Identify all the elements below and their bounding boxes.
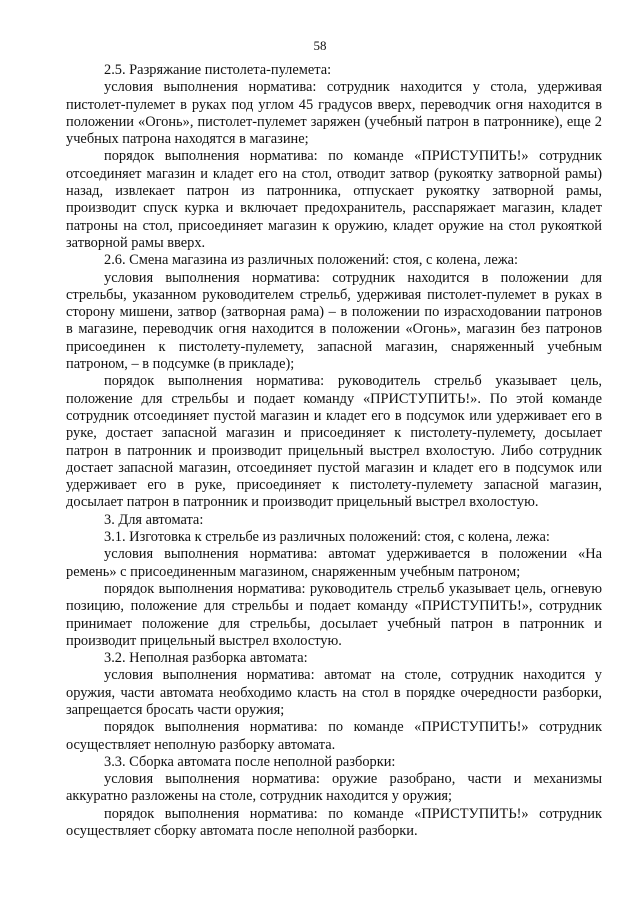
paragraph-2-6-procedure: порядок выполнения норматива: руководитель стрельб указывает цель, положение для стрельбы и подает команду «ПРИСТУПИТЬ!». По этой команде сотрудник отсоединяет пустой магазин и кладет его в подсумок или удерживает его в руке, достает запасной магазин и присоединяет к пистолету-пулемету, досылает патрон в патронник и производит прицельный выстрел вхолостую. Либо сотрудник достает запасной магазин, отсоединяет пустой магазин и кладет его в подсумок или удерживает его в руке, присоединяет к пистолету-пулемету запасной магазин, досылает патрон в патронник и производит прицельный выстрел вхолостую. [66, 373, 602, 511]
paragraph-3-2-conditions: условия выполнения норматива: автомат на столе, сотрудник находится у оружия, части автомата необходимо класть на стол в порядке очередности разборки, запрещается бросать части оружия; [66, 667, 602, 718]
heading-3: 3. Для автомата: [104, 511, 204, 528]
document-body [66, 62, 602, 840]
paragraph-2-5-procedure: порядок выполнения норматива: по команде «ПРИСТУПИТЬ!» сотрудник отсоединяет магазин и кладет его на стол, отводит затвор (рукоятку затворной рамы) назад, извлекает патрон из патронника, отпускает рукоятку затворной рамы, производит спуск курка и включает предохранитель, рассnаряжает магазин, кладет патроны на стол, присоединяет магазин к оружию, кладет оружие на стол рукояткой затворной рамы вверх. [66, 148, 602, 251]
page-number: 58 [313, 38, 327, 53]
paragraph-3-3-procedure: порядок выполнения норматива: по команде «ПРИСТУПИТЬ!» сотрудник осуществляет сборку автомата после неполной разборки. [66, 805, 602, 840]
paragraph-2-6-conditions: условия выполнения норматива: сотрудник находится в положении для стрельбы, указанном руководителем стрельб, удерживая пистолет-пулемет в руках в сторону мишени, затвор (затворная рама) – в положении по израсходовании патронов в магазине, переводчик огня находится в положении «Огонь», магазин без патронов присоединен к пистолету-пулемету, запасной магазин, снаряженный учебным патроном, – в подсумке (в прикладе); [66, 269, 602, 373]
paragraph-3-3-conditions: условия выполнения норматива: оружие разобрано, части и механизмы аккуратно разложены на столе, сотрудник находится у оружия; [66, 771, 602, 805]
paragraph-2-5-conditions: условия выполнения норматива: сотрудник находится у стола, удерживая пистолет-пулемет в руках под углом 45 градусов вверх, переводчик огня находится в положении «Огонь», пистолет-пулемет заряжен (учебный патрон в патроннике), еще 2 учебных патрона находятся в магазине; [66, 79, 602, 148]
heading-2-5: 2.5. Разряжание пистолета-пулемета: [104, 62, 332, 78]
heading-3-2: 3.2. Неполная разборка автомата: [104, 650, 308, 667]
heading-3-1: 3.1. Изготовка к стрельбе из различных положений: стоя, с колена, лежа: [104, 529, 550, 546]
paragraph-3-2-procedure: порядок выполнения норматива: по команде «ПРИСТУПИТЬ!» сотрудник осуществляет неполную разборку автомата. [66, 719, 602, 753]
paragraph-3-1-conditions: условия выполнения норматива: автомат удерживается в положении «На ремень» с присоединенным магазином, снаряженным учебным патроном; [66, 546, 602, 580]
paragraph-3-1-procedure: порядок выполнения норматива: руководитель стрельб указывает цель, огневую позицию, положение для стрельбы и подает команду «ПРИСТУПИТЬ!», сотрудник принимает положение для стрельбы, досылает учебный патрон в патронник и производит прицельный выстрел вхолостую. [66, 580, 602, 649]
heading-2-6: 2.6. Смена магазина из различных положений: стоя, с колена, лежа: [104, 252, 519, 269]
heading-3-3: 3.3. Сборка автомата после неполной разборки: [104, 753, 396, 770]
